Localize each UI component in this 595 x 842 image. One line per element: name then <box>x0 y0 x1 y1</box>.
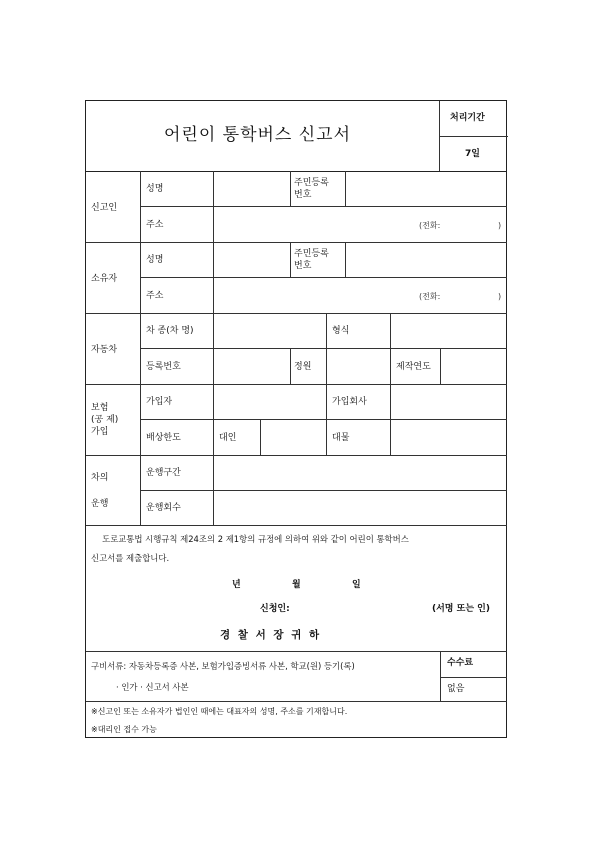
owner-rrn-label-1: 주민등록 <box>294 249 329 259</box>
operation-section-label-1: 차의 <box>91 473 109 483</box>
vehicle-type-field[interactable] <box>214 314 325 347</box>
vehicle-reg-no-field[interactable] <box>214 349 289 383</box>
owner-phone-close: ) <box>498 292 502 301</box>
insurance-personal-field[interactable] <box>261 420 325 454</box>
operation-route-label: 운행구간 <box>146 468 181 478</box>
vehicle-year-label: 제작연도 <box>396 362 431 372</box>
fee-value: 없음 <box>447 684 465 694</box>
owner-rrn-label-2: 번호 <box>294 261 312 271</box>
insurance-company-label: 가입회사 <box>332 397 367 407</box>
date-year-label: 년 <box>232 580 241 590</box>
signature-label: (서명 또는 인) <box>432 604 490 614</box>
owner-section-label: 소유자 <box>91 274 118 284</box>
insurance-property-label: 대물 <box>332 433 350 443</box>
owner-name-label: 성명 <box>146 255 164 265</box>
fee-label: 수수료 <box>447 658 474 668</box>
insurance-section-label-2: (공 제) <box>91 415 119 425</box>
documents-line-1: 구비서류: 자동차등록증 사본, 보험가입증빙서류 사본, 학교(원) 등기(록) <box>91 661 355 671</box>
date-day-label: 일 <box>352 580 361 590</box>
reporter-name-field[interactable] <box>214 172 289 205</box>
operation-count-field[interactable] <box>214 491 506 524</box>
insurance-insured-field[interactable] <box>214 385 325 418</box>
owner-address-label: 주소 <box>146 291 164 301</box>
operation-section-label-2: 운행 <box>91 499 109 509</box>
insurance-property-field[interactable] <box>391 420 506 454</box>
form-title: 어린이 통학버스 신고서 <box>164 125 352 145</box>
date-month-label: 월 <box>292 580 301 590</box>
vehicle-capacity-field[interactable] <box>327 349 389 383</box>
vehicle-model-field[interactable] <box>391 314 506 347</box>
reporter-name-label: 성명 <box>146 184 164 194</box>
reporter-address-field[interactable] <box>214 207 506 241</box>
reporter-rrn-label-1: 주민등록 <box>294 178 329 188</box>
note-2: ※대리인 접수 가능 <box>91 725 157 734</box>
addressee: 경 찰 서 장 귀 하 <box>220 629 322 641</box>
vehicle-model-label: 형식 <box>332 326 350 336</box>
applicant-label: 신청인: <box>260 604 290 614</box>
insurance-limit-label: 배상한도 <box>146 433 181 443</box>
operation-route-field[interactable] <box>214 456 506 489</box>
report-form <box>85 100 507 738</box>
vehicle-capacity-label: 정원 <box>294 362 312 372</box>
owner-phone-open: (전화: <box>419 292 441 301</box>
reporter-phone-close: ) <box>498 221 502 230</box>
insurance-personal-label: 대인 <box>219 433 237 443</box>
insurance-insured-label: 가입자 <box>146 397 173 407</box>
processing-period-label: 처리기간 <box>450 113 485 123</box>
reporter-section-label: 신고인 <box>91 203 118 213</box>
owner-name-field[interactable] <box>214 243 289 276</box>
declaration-line-2: 신고서를 제출합니다. <box>91 553 170 563</box>
reporter-rrn-label-2: 번호 <box>294 190 312 200</box>
vehicle-type-label: 차 종(차 명) <box>146 326 194 336</box>
vehicle-year-field[interactable] <box>441 349 506 383</box>
insurance-section-label-3: 가입 <box>91 427 109 437</box>
operation-count-label: 운행회수 <box>146 503 181 513</box>
reporter-rrn-field[interactable] <box>346 172 506 205</box>
documents-line-2: · 인가 · 신고서 사본 <box>116 682 189 692</box>
reporter-address-label: 주소 <box>146 220 164 230</box>
vehicle-reg-no-label: 등록번호 <box>146 362 181 372</box>
owner-address-field[interactable] <box>214 278 506 312</box>
insurance-section-label-1: 보험 <box>91 403 109 413</box>
note-1: ※신고인 또는 소유자가 법인인 때에는 대표자의 성명, 주소를 기재합니다. <box>91 707 348 716</box>
owner-rrn-field[interactable] <box>346 243 506 276</box>
declaration-line-1: 도로교통법 시행규칙 제24조의 2 제1항의 규정에 의하여 위와 같이 어린이 통학버스 <box>102 534 409 544</box>
vehicle-section-label: 자동차 <box>91 345 118 355</box>
insurance-company-field[interactable] <box>391 385 506 418</box>
reporter-phone-open: (전화: <box>419 221 441 230</box>
processing-period-value: 7일 <box>465 149 480 159</box>
